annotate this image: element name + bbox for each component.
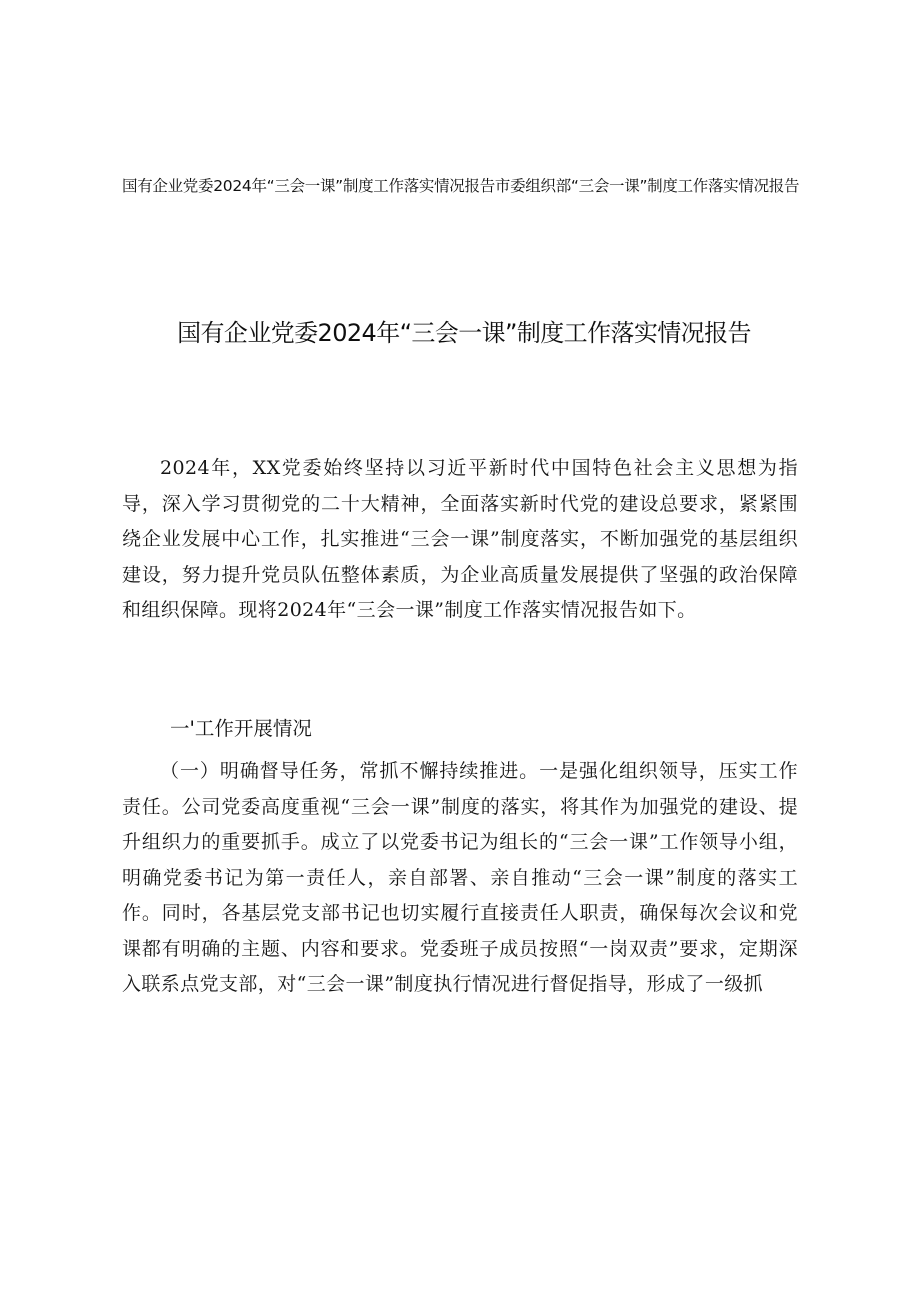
document-title: 国有企业党委2024年“三会一课”制度工作落实情况报告 bbox=[177, 319, 751, 347]
intro-paragraph: 2024年，XX党委始终坚持以习近平新时代中国特色社会主义思想为指导，深入学习贯彻党的二十大精神，全面落实新时代党的建设总要求，紧紧围绕企业发展中心工作，扎实推进“三会一课”制度落实，不断加强党的基层组织建设，努力提升党员队伍整体素质，为企业高质量发展提供了坚强的政治保障和组织保障。现将2024年“三会一课”制度工作落实情况报告如下。 bbox=[122, 457, 798, 621]
document-caption: 国有企业党委2024年“三会一课”制度工作落实情况报告市委组织部“三会一课”制度工作落实情况报告 bbox=[122, 177, 800, 195]
subsection-paragraph: （一）明确督导任务，常抓不懈持续推进。一是强化组织领导，压实工作责任。公司党委高度重视“三会一课”制度的落实，将其作为加强党的建设、提升组织力的重要抓手。成立了以党委书记为组长的“三会一课”工作领导小组，明确党委书记为第一责任人，亲自部署、亲自推动“三会一课”制度的落实工作。同时，各基层党支部书记也切实履行直接责任人职责，确保每次会议和党课都有明确的主题、内容和要求。党委班子成员按照“一岗双责”要求，定期深入联系点党支部，对“三会一课”制度执行情况进行督促指导，形成了一级抓 bbox=[122, 760, 798, 995]
section-heading: 一'工作开展情况 bbox=[170, 717, 312, 740]
